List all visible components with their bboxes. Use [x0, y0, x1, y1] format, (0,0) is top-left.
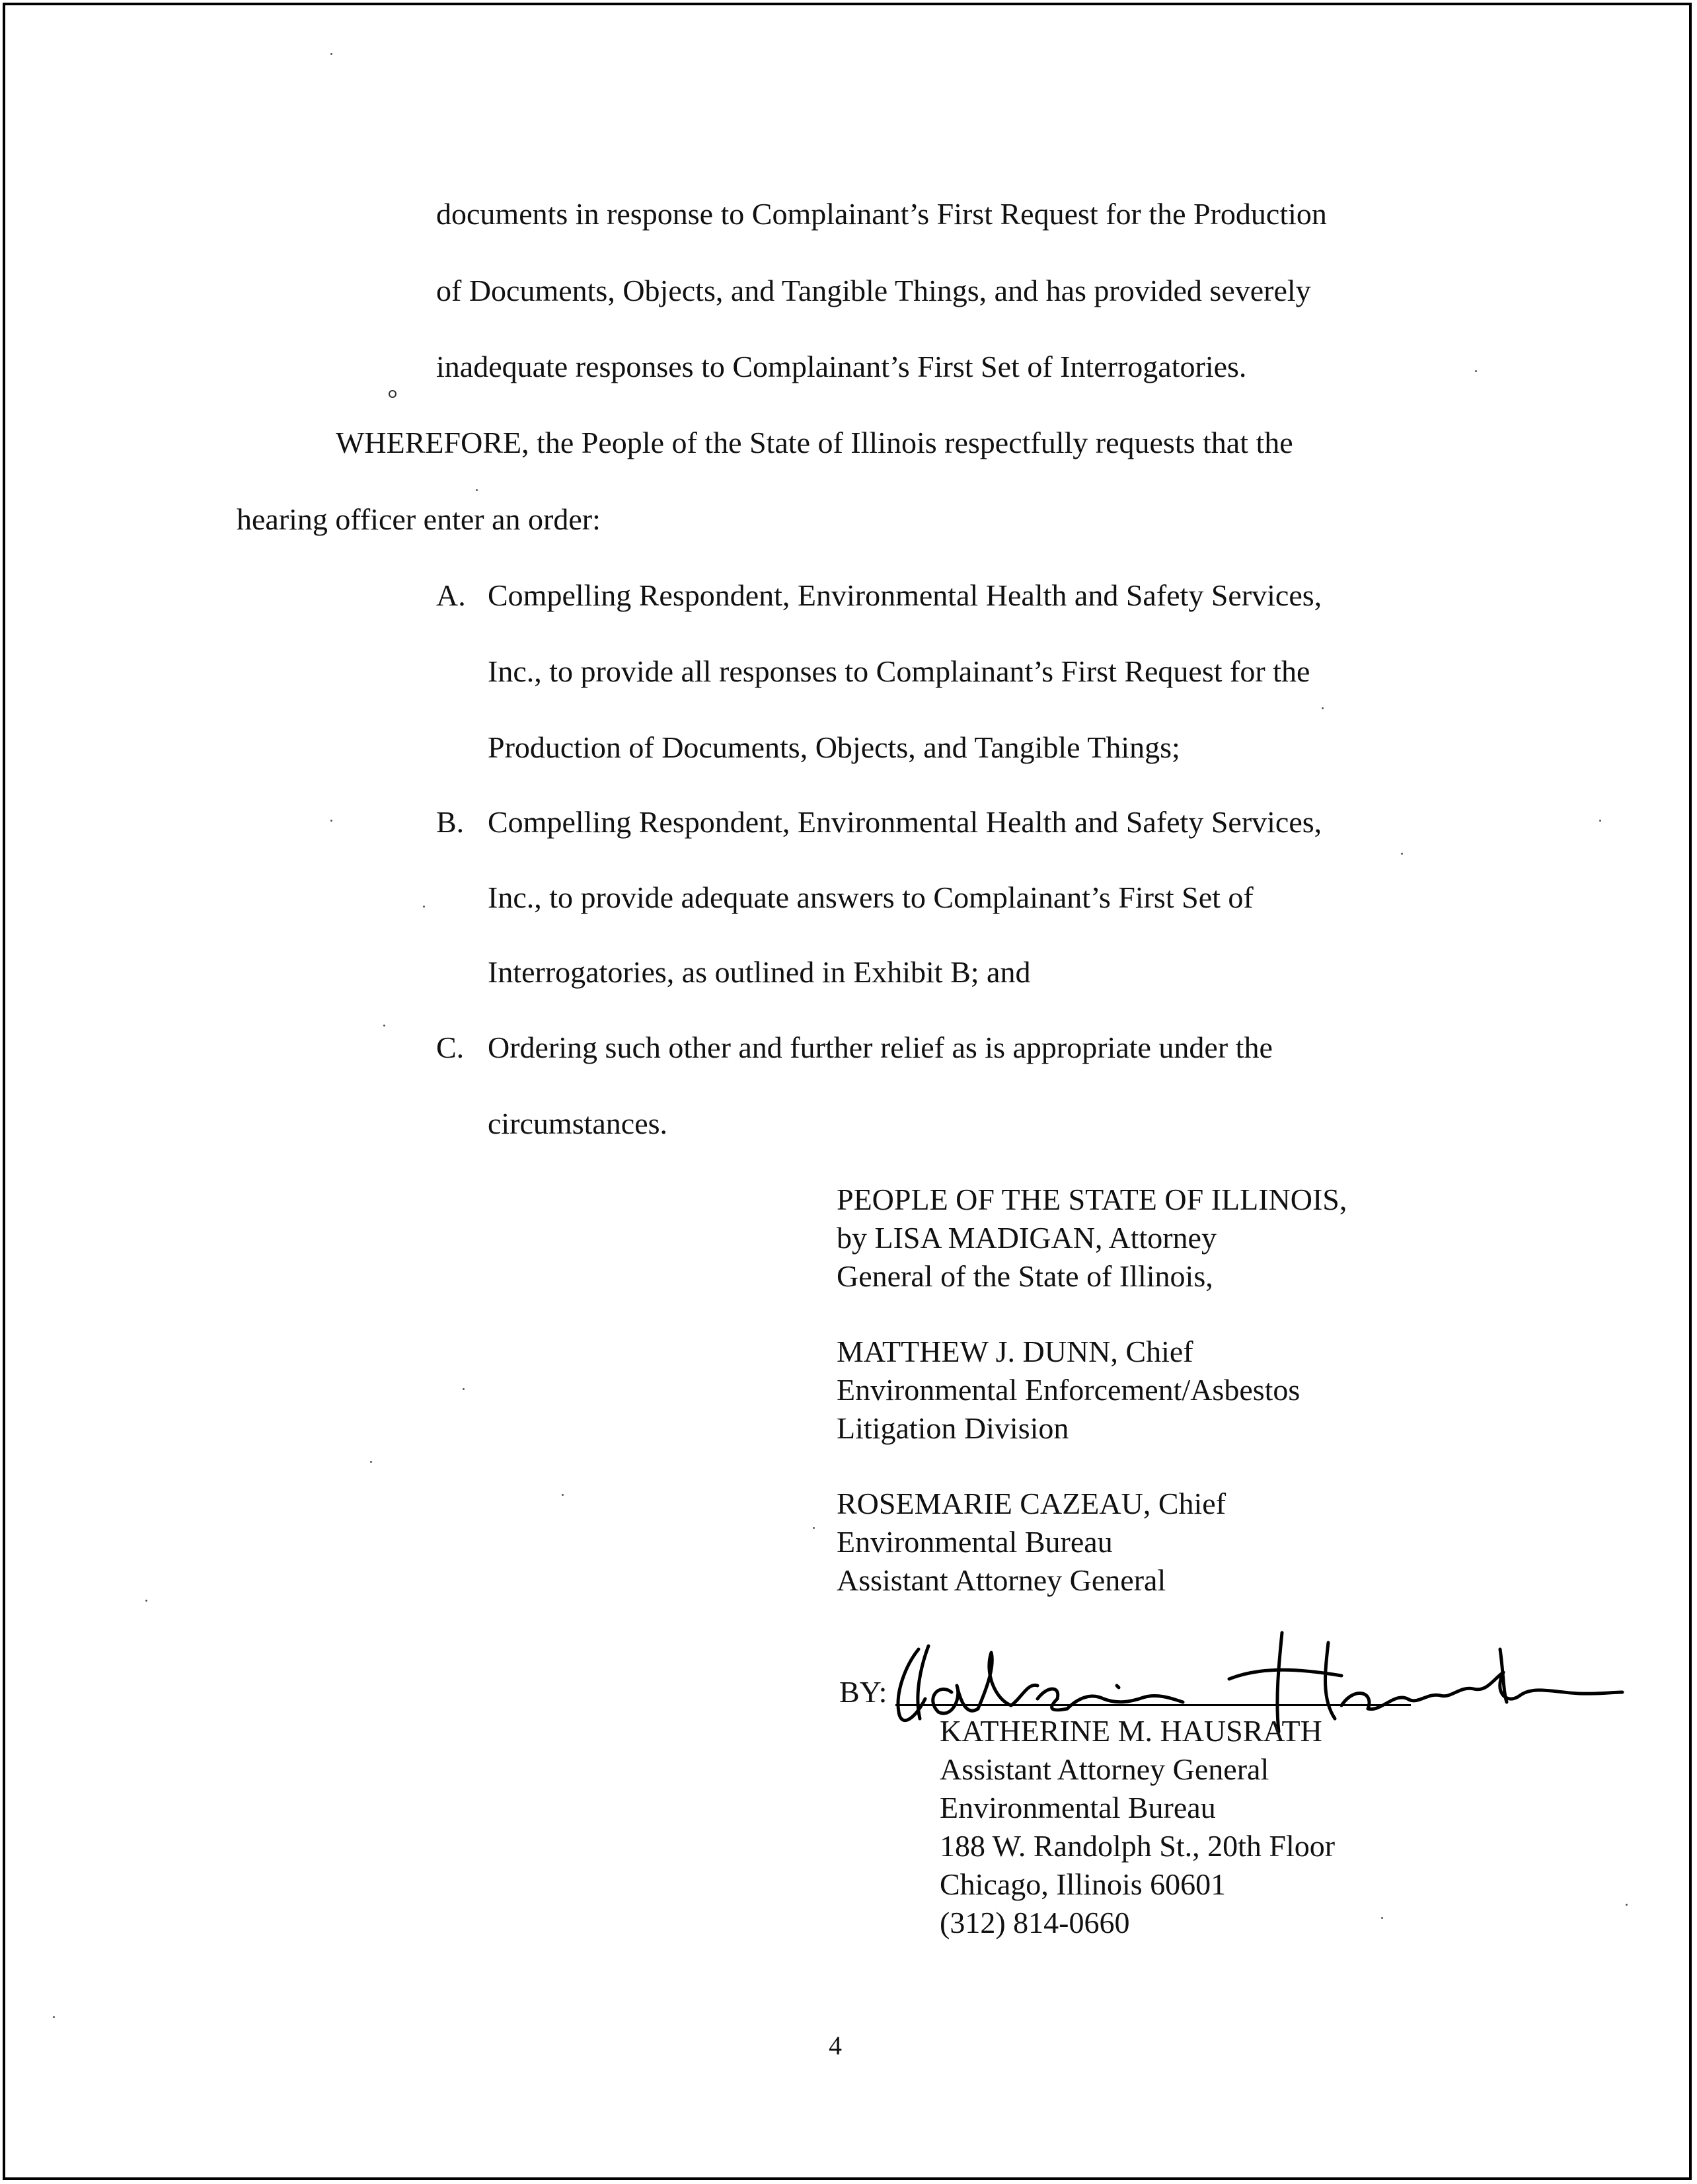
body-line: documents in response to Complainant’s First Request for the Production: [436, 197, 1327, 231]
request-c-line: Ordering such other and further relief as is appropriate under the: [488, 1031, 1273, 1064]
scan-speck: [1322, 707, 1324, 709]
party-block: [837, 1181, 1347, 1296]
request-b-line: Compelling Respondent, Environmental Health and Safety Services,: [488, 805, 1322, 839]
body-line: inadequate responses to Complainant’s First Set of Interrogatories.: [436, 350, 1247, 383]
signer-line: (312) 814-0660: [940, 1906, 1130, 1939]
signer-line: Environmental Bureau: [940, 1791, 1216, 1824]
signer-block: [940, 1712, 1335, 1942]
page-border: [3, 3, 1692, 2180]
scan-speck: [330, 53, 332, 55]
by-label: BY:: [839, 1675, 887, 1709]
signer-line: Chicago, Illinois 60601: [940, 1867, 1226, 1901]
scan-speck: [1401, 853, 1403, 855]
party-line: PEOPLE OF THE STATE OF ILLINOIS,: [837, 1183, 1347, 1216]
scan-speck: [389, 390, 396, 398]
scan-speck: [145, 1600, 147, 1602]
scan-speck: [476, 489, 478, 491]
bureau-block: [837, 1485, 1226, 1600]
chief-block: [837, 1333, 1300, 1448]
scan-speck: [370, 1461, 372, 1463]
wherefore-line: WHEREFORE, the People of the State of Illinois respectfully requests that the: [336, 426, 1293, 459]
signature-line: [895, 1704, 1411, 1706]
request-a-line: Inc., to provide all responses to Complainant’s First Request for the: [488, 654, 1310, 688]
party-line: General of the State of Illinois,: [837, 1259, 1213, 1293]
scan-speck: [463, 1388, 465, 1390]
request-a-line: Compelling Respondent, Environmental Health and Safety Services,: [488, 578, 1322, 612]
request-c-marker: C.: [436, 1031, 465, 1064]
scan-speck: [813, 1527, 815, 1529]
chief-line: Litigation Division: [837, 1411, 1069, 1445]
signer-line: KATHERINE M. HAUSRATH: [940, 1714, 1322, 1748]
bureau-line: ROSEMARIE CAZEAU, Chief: [837, 1487, 1226, 1520]
bureau-line: Environmental Bureau: [837, 1525, 1113, 1559]
request-b-marker: B.: [436, 805, 465, 839]
scan-speck: [1626, 1904, 1628, 1906]
scan-speck: [423, 906, 425, 908]
chief-line: MATTHEW J. DUNN, Chief: [837, 1335, 1193, 1368]
body-line: of Documents, Objects, and Tangible Things, and has provided severely: [436, 274, 1311, 307]
request-a-marker: A.: [436, 578, 466, 612]
request-c-line: circumstances.: [488, 1107, 668, 1140]
scan-speck: [1475, 370, 1477, 372]
page-number: 4: [829, 2031, 842, 2060]
request-a-line: Production of Documents, Objects, and Tangible Things;: [488, 730, 1180, 764]
scan-speck: [1381, 1917, 1383, 1919]
scan-speck: [53, 2016, 55, 2018]
party-line: by LISA MADIGAN, Attorney: [837, 1221, 1217, 1255]
request-b-line: Inc., to provide adequate answers to Complainant’s First Set of: [488, 880, 1254, 914]
request-b-line: Interrogatories, as outlined in Exhibit B; and: [488, 955, 1031, 989]
scan-speck: [1599, 820, 1601, 822]
signer-line: 188 W. Randolph St., 20th Floor: [940, 1829, 1336, 1863]
bureau-line: Assistant Attorney General: [837, 1563, 1166, 1597]
signer-line: Assistant Attorney General: [940, 1752, 1269, 1786]
scan-speck: [383, 1025, 385, 1027]
scan-speck: [330, 820, 332, 822]
wherefore-line: hearing officer enter an order:: [237, 502, 601, 536]
chief-line: Environmental Enforcement/Asbestos: [837, 1373, 1301, 1407]
scan-speck: [562, 1494, 564, 1496]
